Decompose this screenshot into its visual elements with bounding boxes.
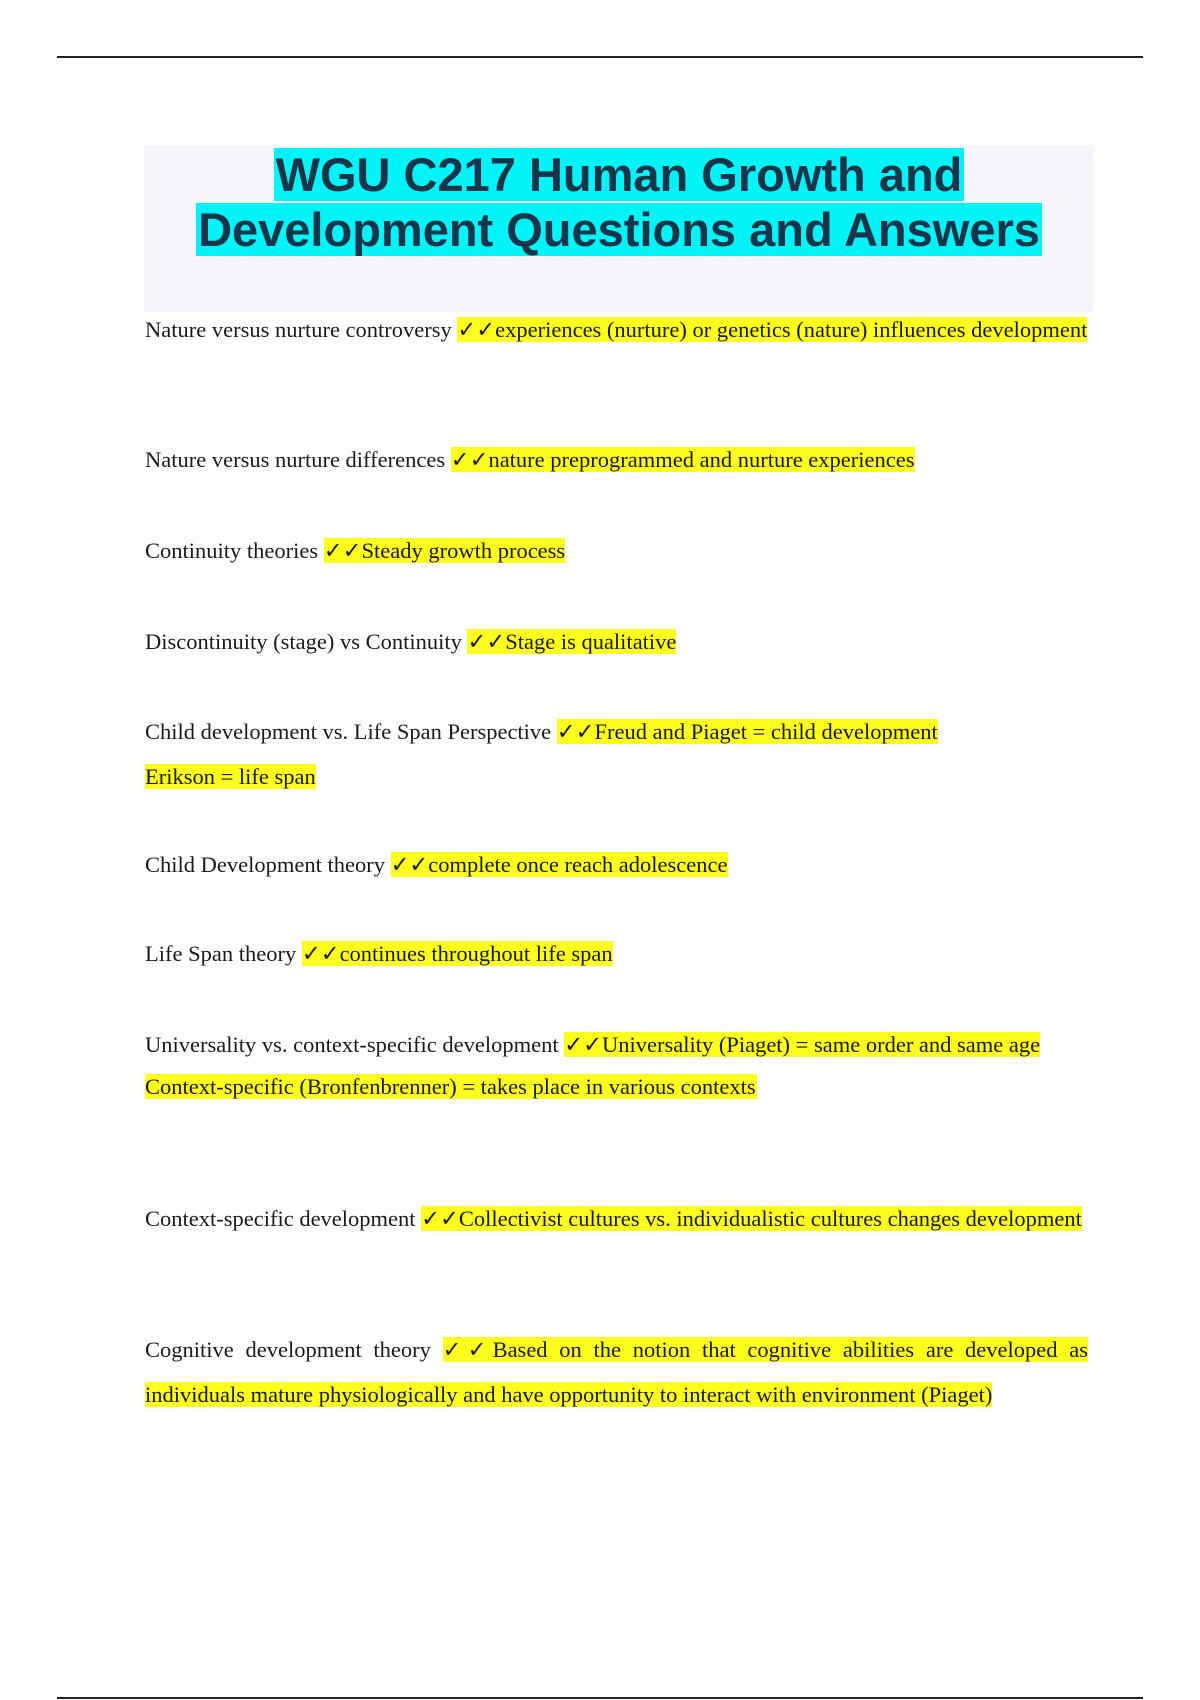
check-marks-icon: ✓✓ (301, 941, 340, 966)
qa-answer: ✓✓experiences (nurture) or genetics (nature) influences development (457, 317, 1088, 342)
qa-item (145, 307, 1088, 352)
qa-answer: ✓✓continues throughout life span (301, 941, 613, 966)
title-line-2: Development Questions and Answers (198, 203, 1040, 256)
qa-answer: ✓✓Based on the notion that cognitive abilities are developed as individuals mature physiologically and have opportunity to interact with environment (Piaget) (145, 1337, 1088, 1407)
qa-item (145, 437, 1088, 482)
qa-term: Context-specific development (145, 1206, 416, 1231)
check-marks-icon: ✓✓ (421, 1206, 459, 1231)
qa-answer: ✓✓Universality (Piaget) = same order and same age (564, 1032, 1041, 1057)
qa-item (145, 1022, 1088, 1107)
bottom-rule (57, 1697, 1143, 1699)
check-marks-icon: ✓✓ (390, 852, 429, 877)
check-marks-icon: ✓✓ (442, 1337, 493, 1362)
check-marks-icon: ✓✓ (564, 1032, 602, 1057)
top-rule (57, 56, 1143, 58)
qa-answer: ✓✓Steady growth process (323, 538, 566, 563)
qa-item (145, 619, 1088, 664)
qa-answer: ✓✓Freud and Piaget = child development (556, 719, 938, 744)
qa-term: Child Development theory (145, 852, 385, 877)
qa-term: Life Span theory (145, 941, 297, 966)
qa-term: Nature versus nurture controversy (145, 317, 452, 342)
check-marks-icon: ✓✓ (323, 538, 362, 563)
check-marks-icon: ✓✓ (450, 447, 489, 472)
qa-item (145, 528, 1088, 573)
qa-term: Child development vs. Life Span Perspective (145, 719, 552, 744)
document-title (144, 147, 1094, 257)
qa-term: Discontinuity (stage) vs Continuity (145, 629, 462, 654)
qa-answer: ✓✓nature preprogrammed and nurture experiences (450, 447, 915, 472)
qa-answer-extra-line (145, 1067, 1088, 1107)
qa-item (145, 709, 1088, 799)
check-marks-icon: ✓✓ (457, 317, 496, 342)
qa-term: Continuity theories (145, 538, 319, 563)
title-line-1: WGU C217 Human Growth and (275, 148, 963, 201)
check-marks-icon: ✓✓ (556, 719, 595, 744)
qa-term: Cognitive development theory (145, 1337, 431, 1362)
qa-answer: ✓✓Collectivist cultures vs. individualistic cultures changes development (421, 1206, 1082, 1231)
qa-item (145, 842, 1088, 887)
check-marks-icon: ✓✓ (467, 629, 506, 654)
title-block (144, 145, 1094, 312)
qa-term: Nature versus nurture differences (145, 447, 446, 472)
qa-term: Universality vs. context-specific development (145, 1032, 559, 1057)
qa-answer-extra: Erikson = life span (145, 764, 316, 789)
qa-answer-extra: Context-specific (Bronfenbrenner) = takes place in various contexts (145, 1074, 756, 1099)
qa-answer: ✓✓Stage is qualitative (467, 629, 677, 654)
qa-item (145, 931, 1088, 976)
qa-item (145, 1327, 1088, 1417)
qa-item (145, 1196, 1088, 1241)
qa-answer: ✓✓complete once reach adolescence (390, 852, 728, 877)
